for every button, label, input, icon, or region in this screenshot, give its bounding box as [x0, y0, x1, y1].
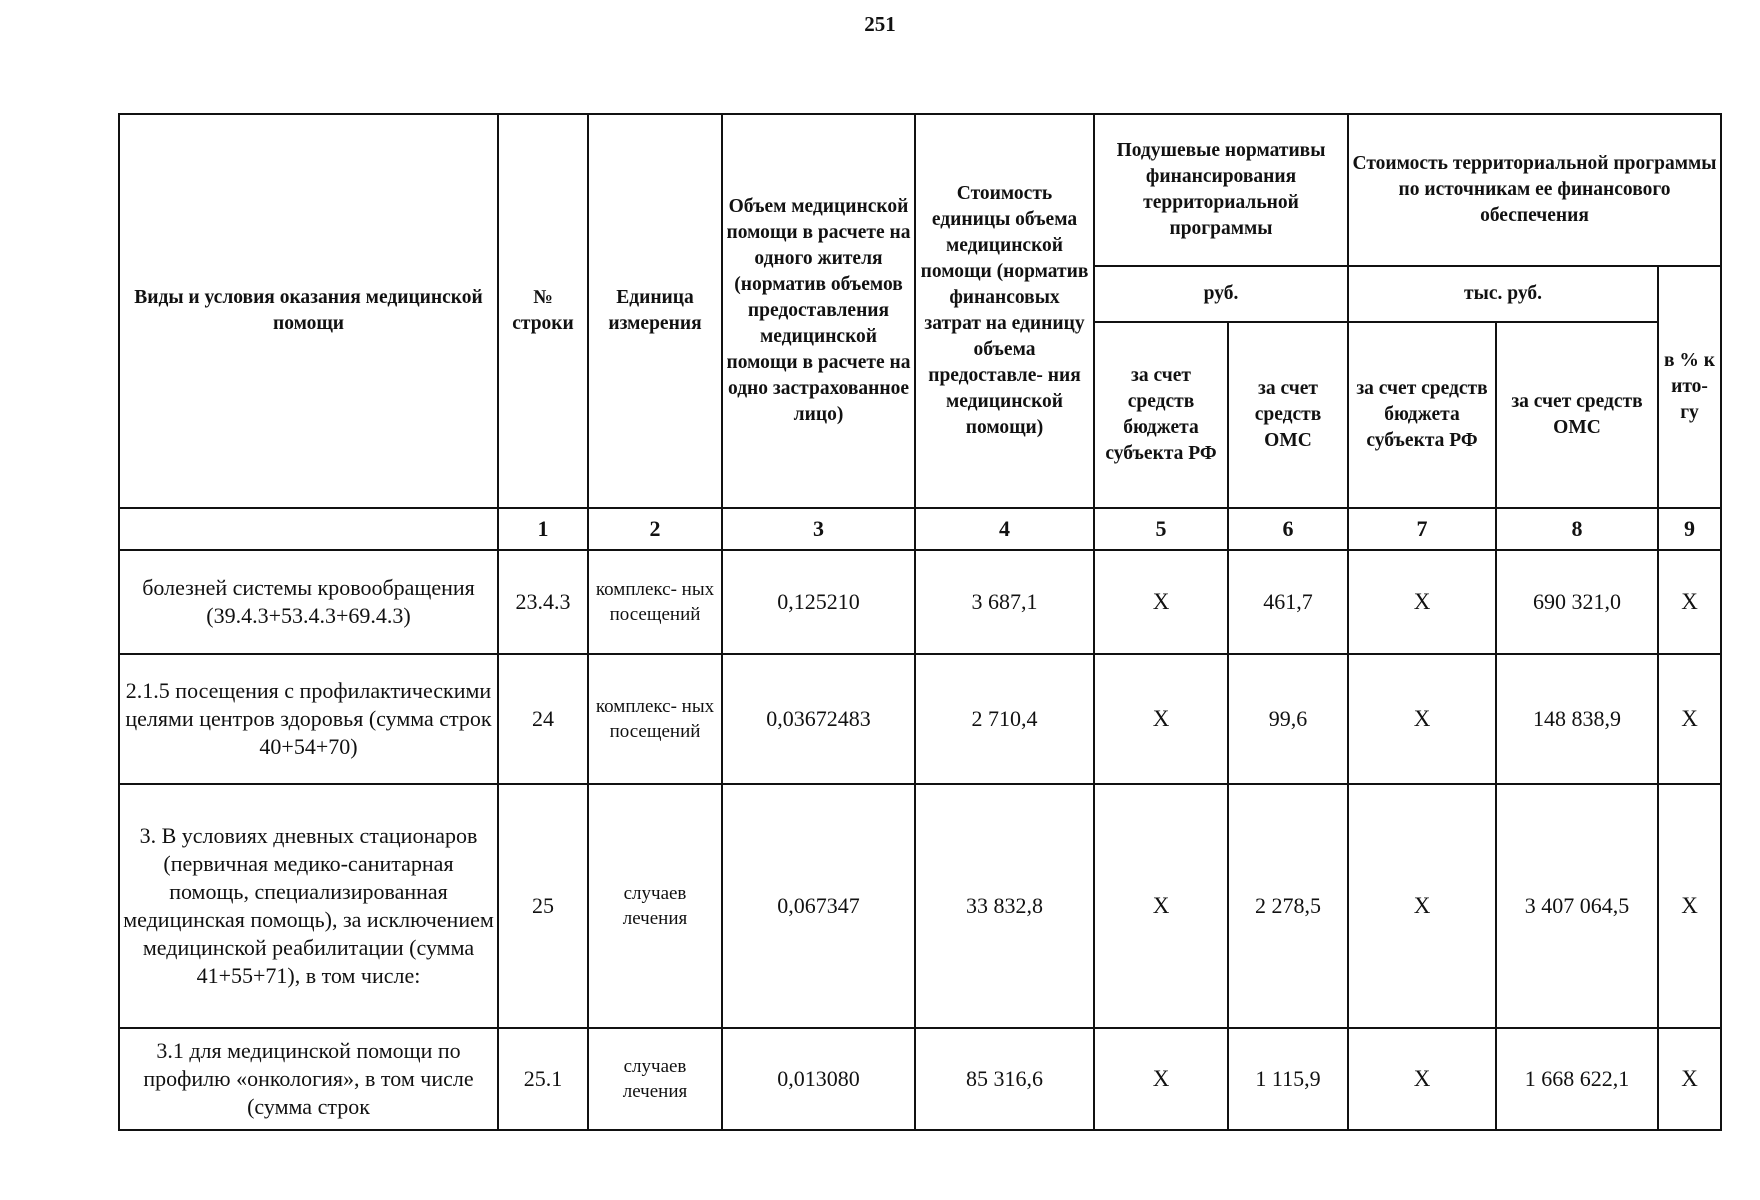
row-number: 25 — [498, 784, 588, 1028]
financing-table — [118, 113, 1722, 1131]
header-budget-rf-percapita: за счет средств бюджета субъекта РФ — [1094, 322, 1228, 508]
page-number: 251 — [864, 12, 896, 36]
row-volume: 0,03672483 — [722, 654, 915, 784]
row-unit: случаев лечения — [588, 784, 722, 1028]
header-oms-total: за счет средств ОМС — [1496, 322, 1658, 508]
header-unit-cost: Стоимость единицы объема медицинской помощи (норматив финансовых затрат на единицу объема предоставле- ния медицинской помощи) — [915, 114, 1094, 508]
row-budget-percapita: X — [1094, 654, 1228, 784]
header-budget-rf-total: за счет средств бюджета субъекта РФ — [1348, 322, 1496, 508]
column-number: 5 — [1094, 508, 1228, 550]
row-name: 3. В условиях дневных стационаров (первичная медико-санитарная помощь, специализированная медицинская помощь), за исключением медицинской реабилитации (сумма 41+55+71), в том числе: — [119, 784, 498, 1028]
row-name: болезней системы кровообращения (39.4.3+53.4.3+69.4.3) — [119, 550, 498, 654]
row-percent: X — [1658, 654, 1721, 784]
table-row — [119, 784, 1721, 1028]
row-oms-total: 148 838,9 — [1496, 654, 1658, 784]
column-number-row — [119, 508, 1721, 550]
header-program-cost: Стоимость территориальной программы по источникам ее финансового обеспечения — [1348, 114, 1721, 266]
row-number: 25.1 — [498, 1028, 588, 1130]
row-number: 24 — [498, 654, 588, 784]
column-number: 8 — [1496, 508, 1658, 550]
row-percent: X — [1658, 1028, 1721, 1130]
row-oms-total: 3 407 064,5 — [1496, 784, 1658, 1028]
row-budget-total: X — [1348, 784, 1496, 1028]
table-row — [119, 654, 1721, 784]
table-row — [119, 1028, 1721, 1130]
row-unit: случаев лечения — [588, 1028, 722, 1130]
table-row — [119, 550, 1721, 654]
column-number-empty — [119, 508, 498, 550]
row-unit: комплекс- ных посещений — [588, 550, 722, 654]
row-unit: комплекс- ных посещений — [588, 654, 722, 784]
row-oms-percapita: 1 115,9 — [1228, 1028, 1348, 1130]
row-number: 23.4.3 — [498, 550, 588, 654]
header-types-of-care: Виды и условия оказания медицинской помощи — [119, 114, 498, 508]
row-unit-cost: 85 316,6 — [915, 1028, 1094, 1130]
column-number: 6 — [1228, 508, 1348, 550]
row-budget-total: X — [1348, 1028, 1496, 1130]
header-unit-rub: руб. — [1094, 266, 1348, 322]
row-name: 3.1 для медицинской помощи по профилю «онкология», в том числе (сумма строк — [119, 1028, 498, 1130]
row-oms-total: 1 668 622,1 — [1496, 1028, 1658, 1130]
row-volume: 0,013080 — [722, 1028, 915, 1130]
header-row-number: № строки — [498, 114, 588, 508]
column-number: 7 — [1348, 508, 1496, 550]
row-unit-cost: 33 832,8 — [915, 784, 1094, 1028]
row-budget-percapita: X — [1094, 784, 1228, 1028]
row-budget-percapita: X — [1094, 550, 1228, 654]
row-budget-total: X — [1348, 654, 1496, 784]
header-volume-per-resident: Объем медицинской помощи в расчете на одного жителя (норматив объемов предоставления медицинской помощи в расчете на одно застрахованное лицо) — [722, 114, 915, 508]
header-percent-of-total: в % к ито- гу — [1658, 266, 1721, 508]
column-number: 4 — [915, 508, 1094, 550]
row-oms-percapita: 461,7 — [1228, 550, 1348, 654]
column-number: 3 — [722, 508, 915, 550]
row-volume: 0,067347 — [722, 784, 915, 1028]
header-unit-thousand-rub: тыс. руб. — [1348, 266, 1658, 322]
column-number: 9 — [1658, 508, 1721, 550]
row-unit-cost: 2 710,4 — [915, 654, 1094, 784]
header-per-capita-norms: Подушевые нормативы финансирования территориальной программы — [1094, 114, 1348, 266]
row-budget-percapita: X — [1094, 1028, 1228, 1130]
row-oms-percapita: 2 278,5 — [1228, 784, 1348, 1028]
header-unit: Единица измерения — [588, 114, 722, 508]
row-oms-total: 690 321,0 — [1496, 550, 1658, 654]
column-number: 2 — [588, 508, 722, 550]
row-volume: 0,125210 — [722, 550, 915, 654]
column-number: 1 — [498, 508, 588, 550]
row-oms-percapita: 99,6 — [1228, 654, 1348, 784]
row-percent: X — [1658, 784, 1721, 1028]
header-oms-percapita: за счет средств ОМС — [1228, 322, 1348, 508]
row-percent: X — [1658, 550, 1721, 654]
row-name: 2.1.5 посещения с профилактическими целями центров здоровья (сумма строк 40+54+70) — [119, 654, 498, 784]
row-unit-cost: 3 687,1 — [915, 550, 1094, 654]
row-budget-total: X — [1348, 550, 1496, 654]
